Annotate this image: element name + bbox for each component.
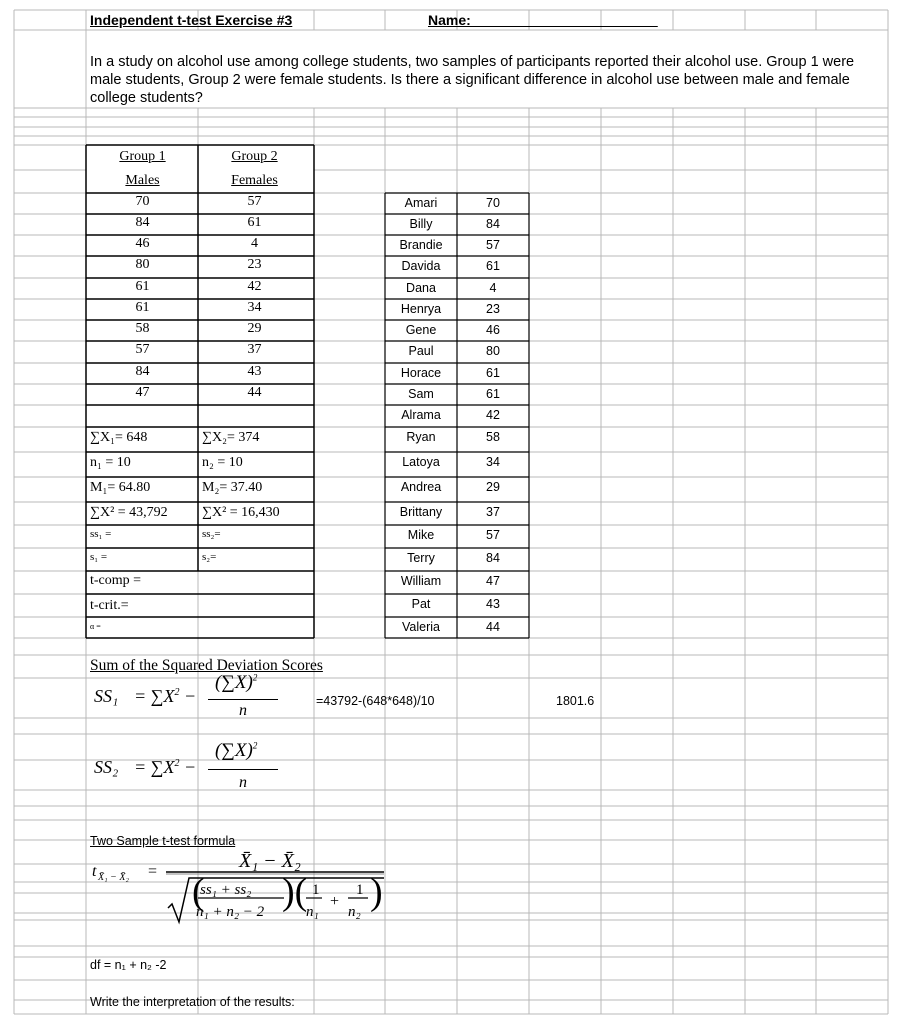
group1-value: 57 — [135, 342, 150, 357]
group1-value: 47 — [135, 385, 150, 400]
roster-name: Mike — [407, 528, 435, 542]
t-comp-label: t-comp = — [90, 573, 142, 588]
ss1-computation: =43792-(648*648)/10 — [316, 694, 435, 708]
roster-score: 57 — [486, 238, 500, 252]
ttest-formula — [86, 848, 396, 928]
group2-value: 61 — [247, 215, 262, 230]
group2-value: 43 — [247, 364, 262, 379]
df-formula: df = n₁ + n₂ -2 — [90, 958, 167, 972]
roster-score: 34 — [486, 455, 500, 469]
svg-text:X̄₁ − X̄₂: X̄₁ − X̄₂ — [239, 850, 301, 872]
ss2-lhs: SS₂ — [94, 757, 119, 777]
roster-name: Terry — [407, 551, 435, 565]
group1-value: 80 — [135, 257, 150, 272]
group1-stat: ∑X₁= 648 — [90, 430, 148, 445]
roster-score: 84 — [486, 551, 500, 565]
group1-stat: M₁= 64.80 — [90, 480, 151, 495]
roster-name: Gene — [405, 323, 437, 337]
svg-text:(: ( — [192, 871, 205, 913]
svg-text:=: = — [148, 863, 158, 880]
group2-title: Group 2 — [231, 149, 278, 164]
roster-name: Ryan — [406, 430, 436, 444]
group2-value: 42 — [247, 279, 262, 294]
group1-value: 84 — [135, 364, 150, 379]
group1-value: 70 — [135, 194, 150, 209]
group1-stat: n₁ = 10 — [90, 455, 131, 470]
ss1-formula: SS₁ = $\sum X^2$ − $(\sum X)^2$ n — [92, 676, 292, 726]
roster-score: 84 — [486, 217, 500, 231]
roster-score: 61 — [486, 259, 500, 273]
roster-name: Andrea — [400, 480, 442, 494]
roster-score: 80 — [486, 344, 500, 358]
group1-title: Group 1 — [119, 149, 166, 164]
roster-name: Amari — [404, 196, 438, 210]
t-crit-label: t-crit.= — [90, 598, 129, 613]
svg-text:1: 1 — [356, 882, 364, 898]
group2-value: 37 — [247, 342, 262, 357]
svg-text:n₁: n₁ — [306, 904, 319, 920]
roster-score: 61 — [486, 387, 500, 401]
group2-stat: ∑X² = 16,430 — [202, 505, 280, 520]
roster-name: Brittany — [399, 505, 443, 519]
roster-name: Pat — [411, 597, 431, 611]
svg-text:+: + — [330, 893, 340, 910]
problem-statement: In a study on alcohol use among college students, two samples of participants reported their alcohol use. Group 1 were male students, Group 2 were female students. Is there a significant difference in alcohol use between male and female college students? — [90, 54, 855, 106]
group2-value: 23 — [247, 257, 262, 272]
svg-text:)(: )( — [282, 871, 308, 913]
roster-score: 42 — [486, 408, 500, 422]
ss2-formula: SS₂ = $\sum X^2$ − $(\sum X)^2$ n — [92, 740, 292, 790]
roster-name: Davida — [401, 259, 441, 273]
ss1-lhs: SS₁ — [94, 686, 119, 706]
alpha-label: α = — [90, 622, 101, 631]
roster-score: 29 — [486, 480, 500, 494]
page-title: Independent t-test Exercise #3 — [90, 12, 293, 28]
svg-text:X̄₁ − X̄₂: X̄₁ − X̄₂ — [98, 872, 129, 883]
roster-name: Alrama — [401, 408, 441, 422]
roster-score: 46 — [486, 323, 500, 337]
roster-score: 23 — [486, 302, 500, 316]
roster-name: Valeria — [402, 620, 440, 634]
group1-subtitle: Males — [125, 173, 160, 188]
group1-stat: s₁ = — [90, 551, 108, 563]
group1-stat: ∑X² = 43,792 — [90, 505, 168, 520]
roster-score: 58 — [486, 430, 500, 444]
group2-value: 34 — [247, 300, 262, 315]
group2-subtitle: Females — [231, 173, 278, 188]
group2-value: 44 — [247, 385, 262, 400]
roster-name: Paul — [408, 344, 434, 358]
svg-text:): ) — [370, 871, 383, 913]
ss1-result: 1801.6 — [556, 694, 595, 708]
roster-score: 44 — [486, 620, 500, 634]
roster-score: 61 — [486, 366, 500, 380]
group1-value: 46 — [135, 236, 150, 251]
svg-text:1: 1 — [312, 882, 320, 898]
group2-value: 57 — [247, 194, 262, 209]
roster-name: Latoya — [402, 455, 440, 469]
group2-value: 29 — [247, 321, 262, 336]
roster-name: Horace — [400, 366, 442, 380]
roster-score: 47 — [486, 574, 500, 588]
group2-stat: M₂= 37.40 — [202, 480, 263, 495]
roster-score: 43 — [486, 597, 500, 611]
roster-name: Sam — [408, 387, 434, 401]
roster-score: 4 — [489, 281, 497, 295]
svg-text:n₁ + n₂ − 2: n₁ + n₂ − 2 — [196, 904, 265, 920]
group1-value: 84 — [135, 215, 150, 230]
group2-stat: ss₂= — [202, 528, 221, 540]
group2-stat: n₂ = 10 — [202, 455, 243, 470]
svg-text:t: t — [92, 863, 97, 880]
roster-score: 70 — [486, 196, 500, 210]
svg-text:ss₁ + ss₂: ss₁ + ss₂ — [200, 882, 252, 898]
svg-text:n₂: n₂ — [348, 904, 361, 920]
group2-value: 4 — [251, 236, 258, 251]
roster-score: 57 — [486, 528, 500, 542]
roster-name: Henrya — [400, 302, 442, 316]
name-field-label[interactable]: Name:________________________ — [428, 12, 658, 28]
roster-name: William — [400, 574, 442, 588]
group1-value: 58 — [135, 321, 150, 336]
group2-stat: s₂= — [202, 551, 217, 563]
ttest-heading: Two Sample t-test formula — [90, 834, 236, 848]
group1-value: 61 — [135, 300, 150, 315]
group2-stat: ∑X₂= 374 — [202, 430, 260, 445]
roster-score: 37 — [486, 505, 500, 519]
roster-name: Brandie — [399, 238, 443, 252]
group1-value: 61 — [135, 279, 150, 294]
roster-name: Dana — [406, 281, 436, 295]
group1-stat: ss₁ = — [90, 528, 112, 540]
roster-name: Billy — [409, 217, 433, 231]
interpretation-prompt[interactable]: Write the interpretation of the results: — [90, 995, 295, 1009]
ss-heading: Sum of the Squared Deviation Scores — [90, 657, 323, 674]
